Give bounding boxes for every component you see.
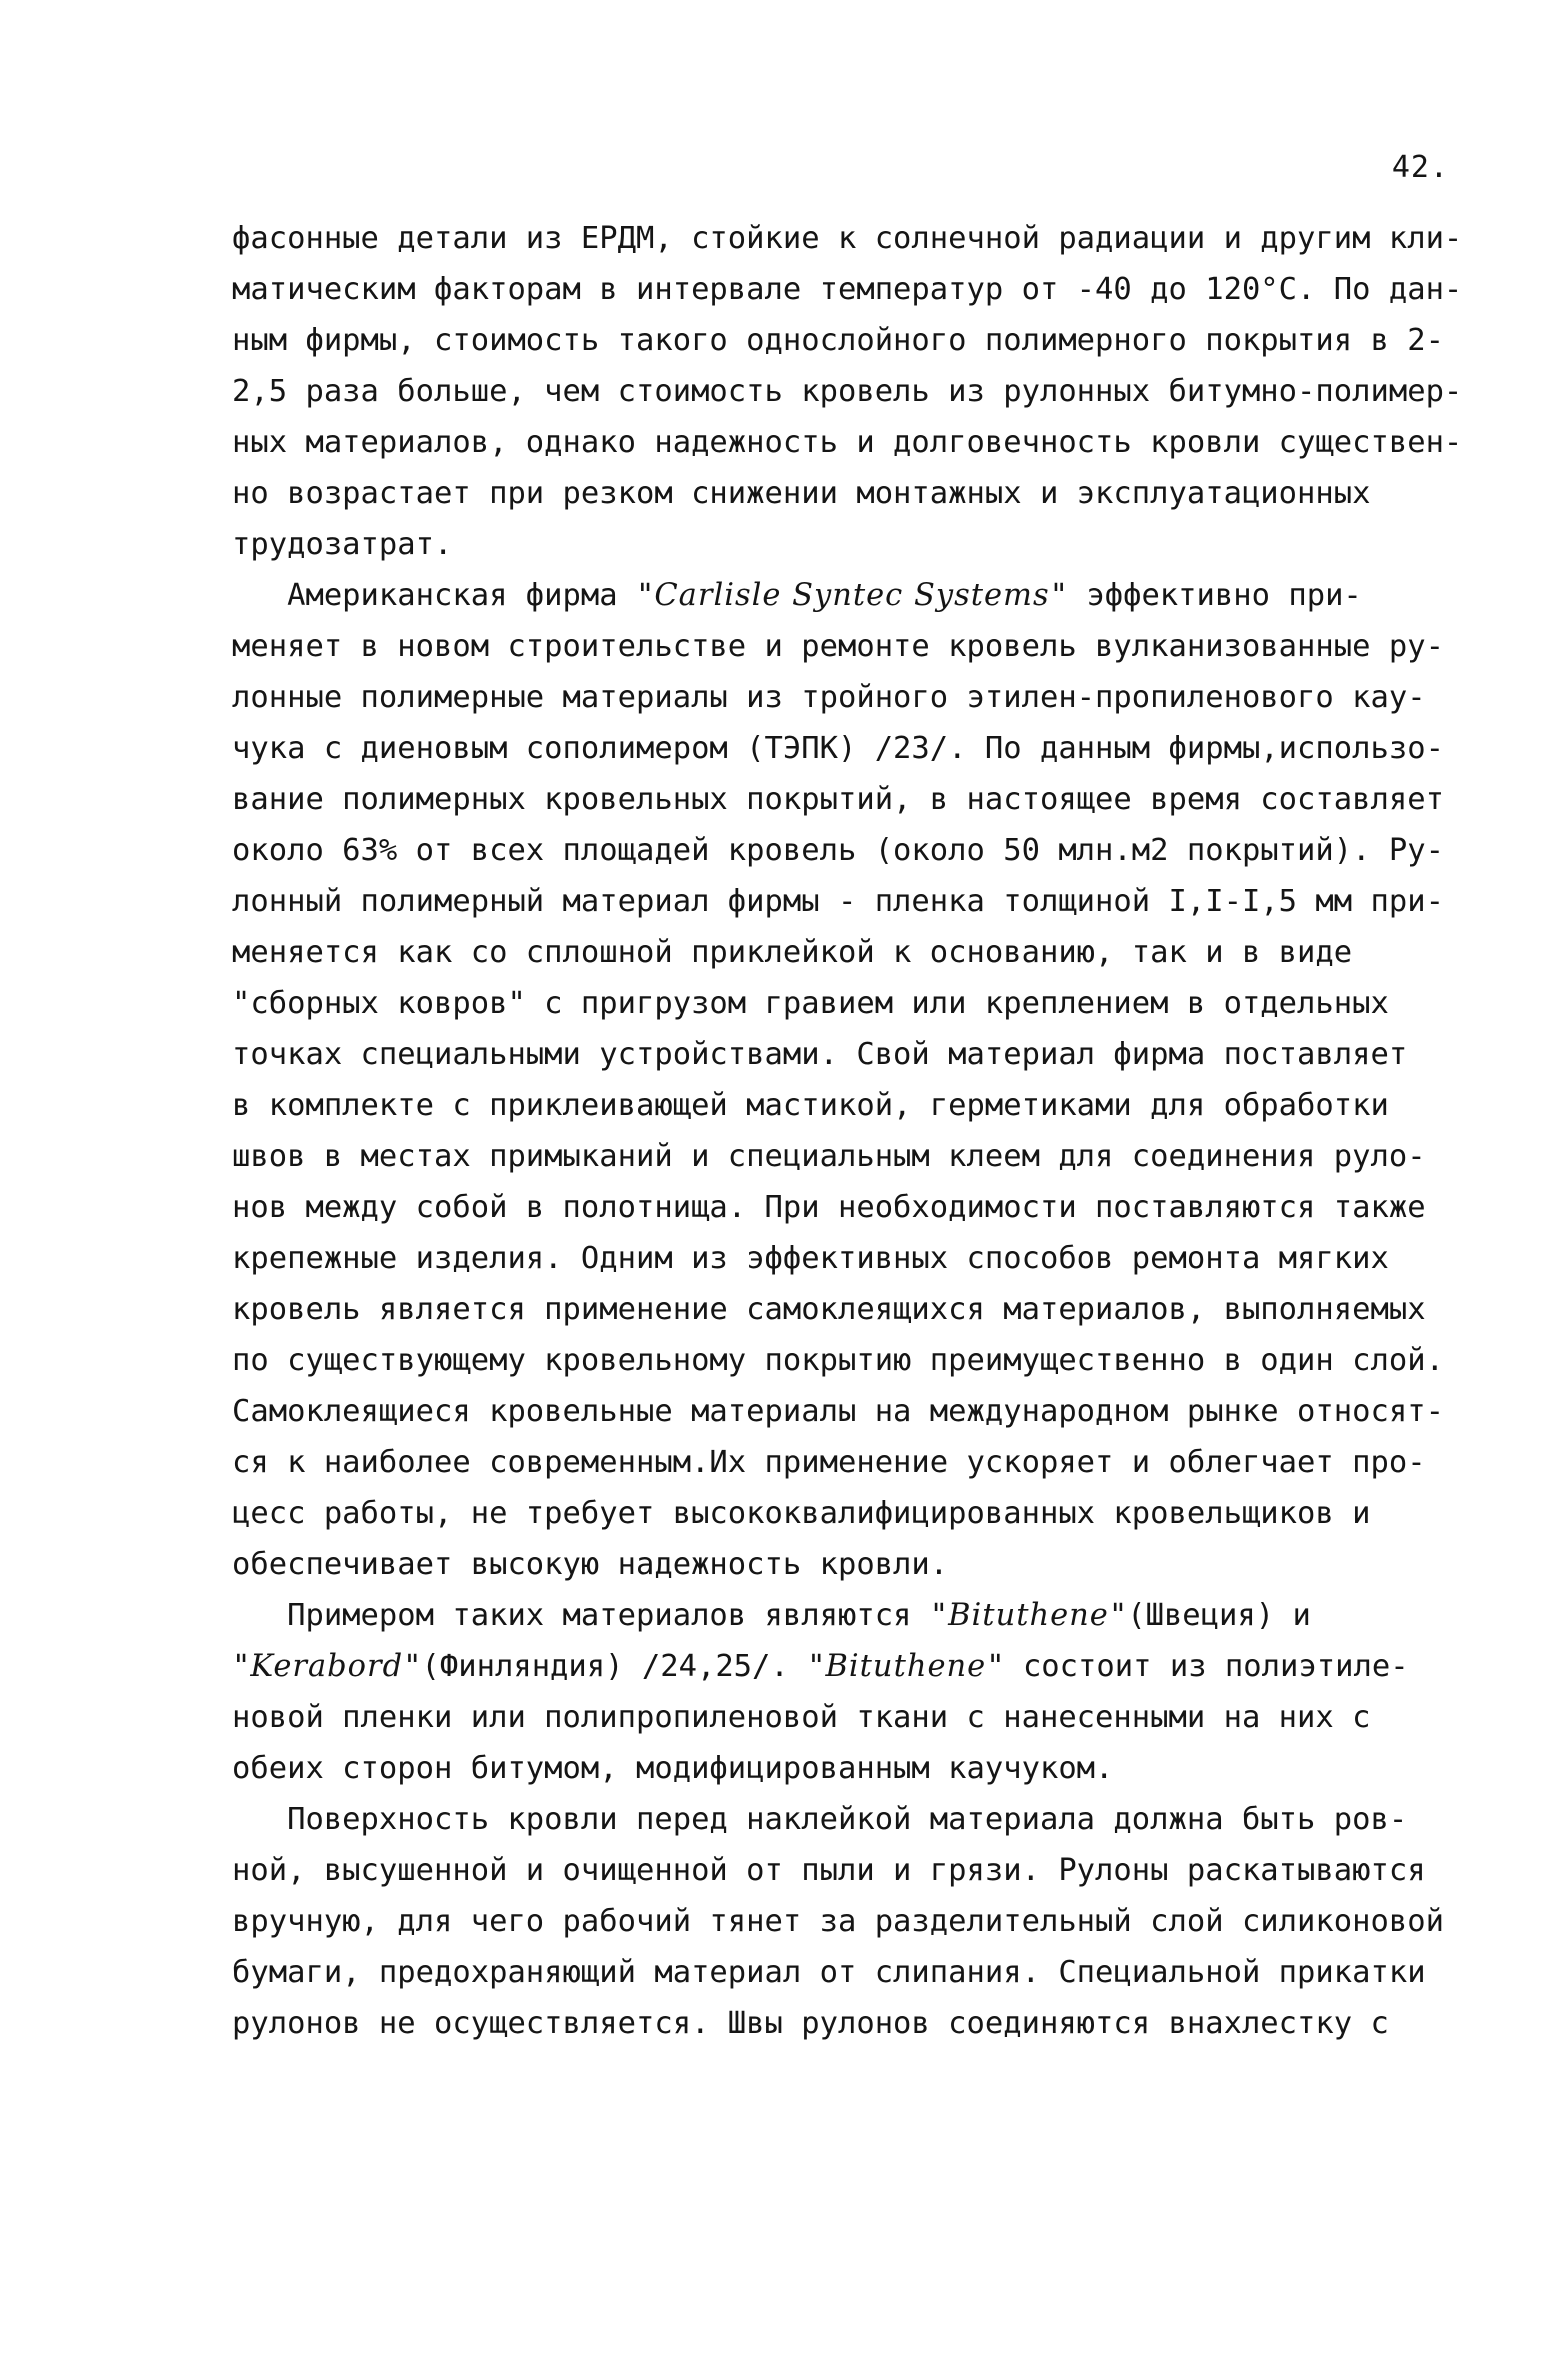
text-line <box>232 1598 1524 1634</box>
text-line: лонные полимерные материалы из тройного этилен-пропиленового кау- <box>232 680 1426 715</box>
text-line: трудозатрат. <box>232 527 453 562</box>
handwritten-company-name: Carlisle Syntec Systems <box>654 578 1050 613</box>
handwritten-product-name: Bituthene <box>948 1598 1109 1633</box>
text-line: ся к наиболее современным.Их применение ускоряет и облегчает про- <box>232 1445 1426 1480</box>
text-line: нов между собой в полотнища. При необходимости поставляются также <box>232 1190 1426 1225</box>
text-line: Поверхность кровли перед наклейкой материала должна быть ров- <box>232 1802 1408 1837</box>
text-fragment: " состоит из полиэтиле- <box>986 1649 1409 1684</box>
text-line: ным фирмы, стоимость такого однослойного полимерного покрытия в 2- <box>232 323 1444 358</box>
text-line: точках специальными устройствами. Свой материал фирма поставляет <box>232 1037 1408 1072</box>
text-line: но возрастает при резком снижении монтажных и эксплуатационных <box>232 476 1371 511</box>
text-line: матическим факторам в интервале температур от -40 до 120°С. По дан- <box>232 272 1463 307</box>
text-fragment: " <box>232 1649 251 1684</box>
text-line: лонный полимерный материал фирмы - пленка толщиной I,I-I,5 мм при- <box>232 884 1444 919</box>
text-line: меняет в новом строительстве и ремонте кровель вулканизованные ру- <box>232 629 1444 664</box>
handwritten-product-name: Bituthene <box>825 1649 987 1684</box>
text-fragment: Примером таких материалов являются " <box>232 1598 949 1633</box>
text-line <box>232 578 1524 614</box>
text-fragment: " эффективно при- <box>1049 578 1362 613</box>
text-fragment: "(Финляндия) /24,25/. " <box>403 1649 826 1684</box>
text-line: крепежные изделия. Одним из эффективных способов ремонта мягких <box>232 1241 1389 1276</box>
text-fragment: Американская фирма " <box>232 578 655 613</box>
page-number: 42. <box>1391 150 1449 185</box>
text-line: бумаги, предохраняющий материал от слипания. Специальной прикатки <box>232 1955 1426 1990</box>
text-line: цесс работы, не требует высококвалифицированных кровельщиков и <box>232 1496 1371 1531</box>
text-line <box>232 1649 1524 1685</box>
text-line: обеспечивает высокую надежность кровли. <box>232 1547 949 1582</box>
text-line: вание полимерных кровельных покрытий, в настоящее время составляет <box>232 782 1444 817</box>
text-line: кровель является применение самоклеящихся материалов, выполняемых <box>232 1292 1426 1327</box>
text-line: швов в местах примыканий и специальным клеем для соединения руло- <box>232 1139 1426 1174</box>
text-line: меняется как со сплошной приклейкой к основанию, так и в виде <box>232 935 1353 970</box>
text-line: чука с диеновым сополимером (ТЭПК) /23/. По данным фирмы,использо- <box>232 731 1444 766</box>
text-line: рулонов не осуществляется. Швы рулонов соединяются внахлестку с <box>232 2006 1389 2041</box>
text-line: ных материалов, однако надежность и долговечность кровли существен- <box>232 425 1463 460</box>
text-line: вручную, для чего рабочий тянет за разделительный слой силиконовой <box>232 1904 1444 1939</box>
text-line: Самоклеящиеся кровельные материалы на международном рынке относят- <box>232 1394 1444 1429</box>
text-line: около 63% от всех площадей кровель (около 50 млн.м2 покрытий). Ру- <box>232 833 1444 868</box>
text-line: 2,5 раза больше, чем стоимость кровель из рулонных битумно-полимер- <box>232 374 1463 409</box>
text-line: "сборных ковров" с пригрузом гравием или креплением в отдельных <box>232 986 1389 1021</box>
text-line: по существующему кровельному покрытию преимущественно в один слой. <box>232 1343 1444 1378</box>
text-line: в комплекте с приклеивающей мастикой, герметиками для обработки <box>232 1088 1389 1123</box>
text-line: обеих сторон битумом, модифицированным каучуком. <box>232 1751 1114 1786</box>
text-line: новой пленки или полипропиленовой ткани с нанесенными на них с <box>232 1700 1371 1735</box>
text-line: фасонные детали из EPДM, стойкие к солнечной радиации и другим кли- <box>232 221 1463 256</box>
handwritten-product-name: Kerabord <box>250 1649 404 1684</box>
text-line: ной, высушенной и очищенной от пыли и грязи. Рулоны раскатываются <box>232 1853 1426 1888</box>
body-text <box>232 221 1524 2057</box>
text-fragment: "(Швеция) и <box>1108 1598 1311 1633</box>
